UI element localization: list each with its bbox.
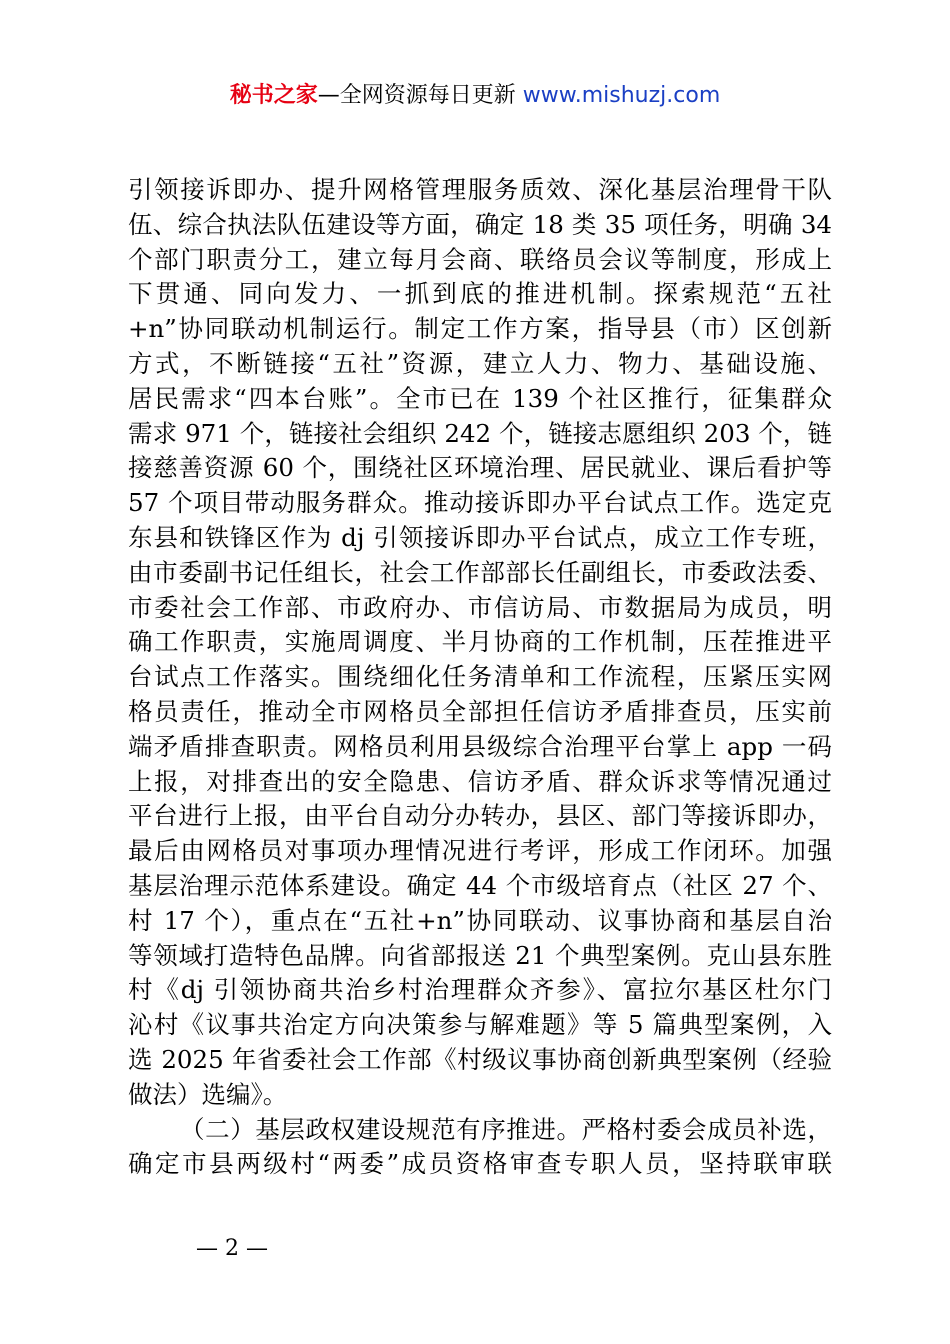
header-slogan: 全网资源每日更新 (339, 83, 523, 108)
body-line: 东县和铁锋区作为 dj 引领接诉即办平台试点，成立工作专班， (128, 522, 832, 552)
body-line: 选 2025 年省委社会工作部《村级议事协商创新典型案例（经验 (128, 1044, 832, 1074)
body-line: 基层治理示范体系建设。确定 44 个市级培育点（社区 27 个、 (128, 870, 832, 900)
body-line: +n”协同联动机制运行。制定工作方案，指导县（市）区创新 (128, 314, 832, 344)
body-line: 台试点工作落实。围绕细化任务清单和工作流程，压紧压实网 (128, 662, 832, 692)
body-line: 接慈善资源 60 个，围绕社区环境治理、居民就业、课后看护等 (128, 453, 832, 483)
document-body (128, 173, 832, 1182)
body-line: 市委社会工作部、市政府办、市信访局、市数据局为成员，明 (128, 592, 832, 622)
section-heading-line: （二）基层政权建设规范有序推进。严格村委会成员补选， (180, 1114, 832, 1144)
body-line: 需求 971 个，链接社会组织 242 个，链接志愿组织 203 个，链 (128, 418, 832, 448)
body-line: 57 个项目带动服务群众。推动接诉即办平台试点工作。选定克 (128, 488, 832, 518)
brand-name: 秘书之家 (229, 83, 318, 108)
body-line: 等领域打造特色品牌。向省部报送 21 个典型案例。克山县东胜 (128, 940, 832, 970)
header-separator: — (317, 83, 340, 108)
body-line: 平台进行上报，由平台自动分办转办，县区、部门等接诉即办， (128, 801, 832, 831)
body-line: 村《dj 引领协商共治乡村治理群众齐参》、富拉尔基区杜尔门 (128, 975, 832, 1005)
body-line: 居民需求“四本台账”。全市已在 139 个社区推行，征集群众 (128, 383, 832, 413)
paragraph-end-line: 做法）选编》。 (128, 1079, 288, 1109)
body-line: 格员责任，推动全市网格员全部担任信访矛盾排查员，压实前 (128, 696, 832, 726)
body-line: 下贯通、同向发力、一抓到底的推进机制。探索规范“五社 (128, 279, 832, 309)
page-number: — 2 — (196, 1236, 268, 1261)
body-line: 由市委副书记任组长，社会工作部部长任副组长，市委政法委、 (128, 557, 832, 587)
body-line: 村 17 个），重点在“五社+n”协同联动、议事协商和基层自治 (128, 905, 832, 935)
header-url[interactable]: www.mishuzj.com (522, 83, 721, 108)
body-line: 个部门职责分工，建立每月会商、联络员会议等制度，形成上 (128, 244, 832, 274)
body-line: 引领接诉即办、提升网格管理服务质效、深化基层治理骨干队 (128, 175, 832, 204)
body-line: 上报，对排查出的安全隐患、信访矛盾、群众诉求等情况通过 (128, 766, 832, 796)
body-line: 伍、综合执法队伍建设等方面，确定 18 类 35 项任务，明确 34 (128, 209, 832, 239)
body-line: 沁村《议事共治定方向决策参与解难题》等 5 篇典型案例，入 (128, 1010, 832, 1040)
body-line: 确工作职责，实施周调度、半月协商的工作机制，压茬推进平 (128, 627, 832, 657)
body-line: 端矛盾排查职责。网格员利用县级综合治理平台掌上 app 一码 (128, 731, 832, 761)
body-line: 最后由网格员对事项办理情况进行考评，形成工作闭环。加强 (128, 836, 832, 866)
page-header (0, 80, 950, 112)
body-line: 确定市县两级村“两委”成员资格审查专职人员，坚持联审联 (128, 1149, 832, 1179)
body-line: 方式，不断链接“五社”资源，建立人力、物力、基础设施、 (128, 348, 832, 378)
